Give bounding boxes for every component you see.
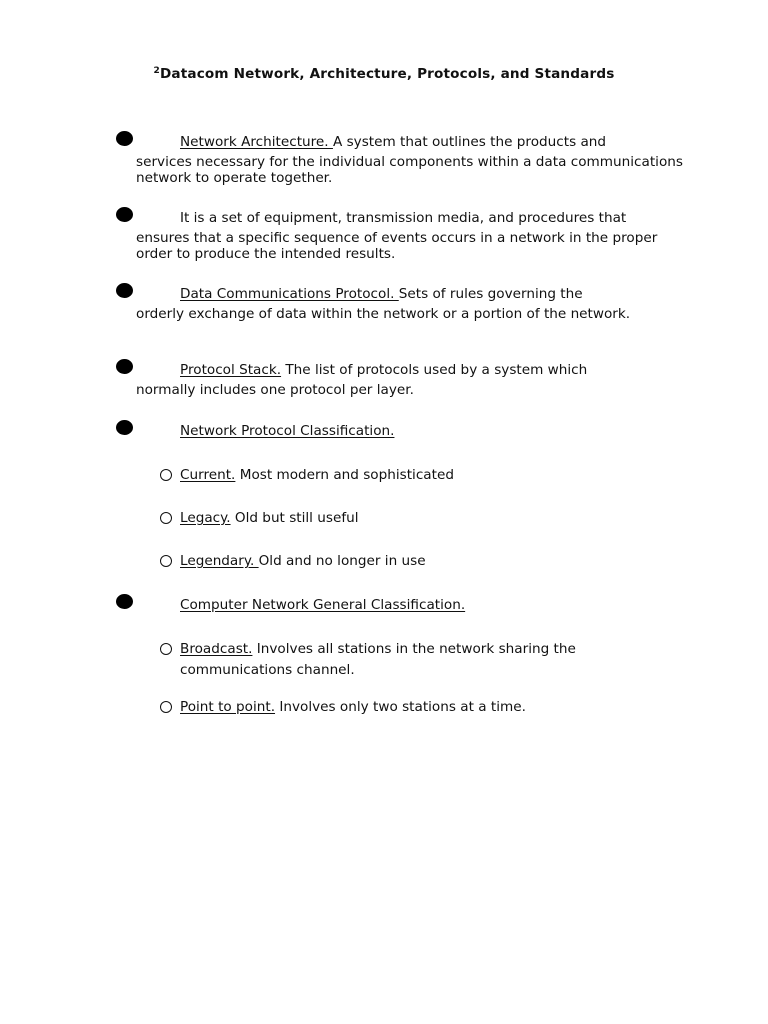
sub-list-item — [180, 508, 680, 529]
document-title — [0, 66, 768, 82]
item-continuation: orderly exchange of data within the network or a portion of the network. — [136, 305, 631, 322]
circle-bullet-icon — [160, 555, 172, 567]
sub-item-text: Old but still useful — [230, 510, 359, 526]
item-continuation: ensures that a specific sequence of events occurs in a network in the proper order to produce the intended results. — [136, 229, 658, 262]
term-legendary: Legendary. — [180, 553, 259, 569]
bullet-icon — [116, 207, 133, 222]
term-computer-network-general-classification: Computer Network General Classification. — [180, 597, 466, 613]
sub-list-item — [180, 697, 680, 718]
bullet-icon — [116, 420, 133, 435]
sub-item-text: Old and no longer in use — [258, 553, 426, 569]
term-point-to-point: Point to point. — [180, 699, 276, 715]
term-network-architecture: Network Architecture. — [180, 134, 333, 150]
list-item — [136, 210, 696, 263]
sub-item-text: Involves all stations in the network sharing the communications channel. — [180, 641, 576, 678]
item-text: A system that outlines the products and — [332, 134, 607, 150]
bullet-icon — [116, 131, 133, 146]
item-continuation: normally includes one protocol per layer. — [136, 381, 414, 398]
list-item — [136, 423, 696, 440]
sub-list-item — [180, 465, 680, 486]
bullet-icon — [116, 594, 133, 609]
circle-bullet-icon — [160, 701, 172, 713]
list-item — [136, 362, 696, 398]
list-item — [136, 286, 696, 322]
list-item — [136, 134, 696, 187]
term-protocol-stack: Protocol Stack. — [180, 362, 282, 378]
item-continuation: services necessary for the individual components within a data communications network to operate together. — [136, 153, 683, 186]
sub-list-item — [180, 551, 680, 572]
bullet-icon — [116, 359, 133, 374]
term-legacy: Legacy. — [180, 510, 231, 526]
list-item — [136, 597, 696, 614]
term-current: Current. — [180, 467, 236, 483]
sub-item-text: Most modern and sophisticated — [235, 467, 454, 483]
term-data-communications-protocol: Data Communications Protocol. — [180, 286, 399, 302]
bullet-icon — [116, 283, 133, 298]
item-text: Sets of rules governing the — [398, 286, 583, 302]
title-text: Datacom Network, Architecture, Protocols, and Standards — [159, 66, 615, 82]
circle-bullet-icon — [160, 469, 172, 481]
sub-item-text: Involves only two stations at a time. — [275, 699, 526, 715]
item-text: It is a set of equipment, transmission media, and procedures that — [180, 210, 627, 226]
sub-list-item — [180, 639, 640, 681]
circle-bullet-icon — [160, 512, 172, 524]
item-text: The list of protocols used by a system which — [281, 362, 588, 378]
term-broadcast: Broadcast. — [180, 641, 253, 657]
title-superscript: 2 — [153, 66, 160, 76]
term-network-protocol-classification: Network Protocol Classification. — [180, 423, 395, 439]
circle-bullet-icon — [160, 643, 172, 655]
